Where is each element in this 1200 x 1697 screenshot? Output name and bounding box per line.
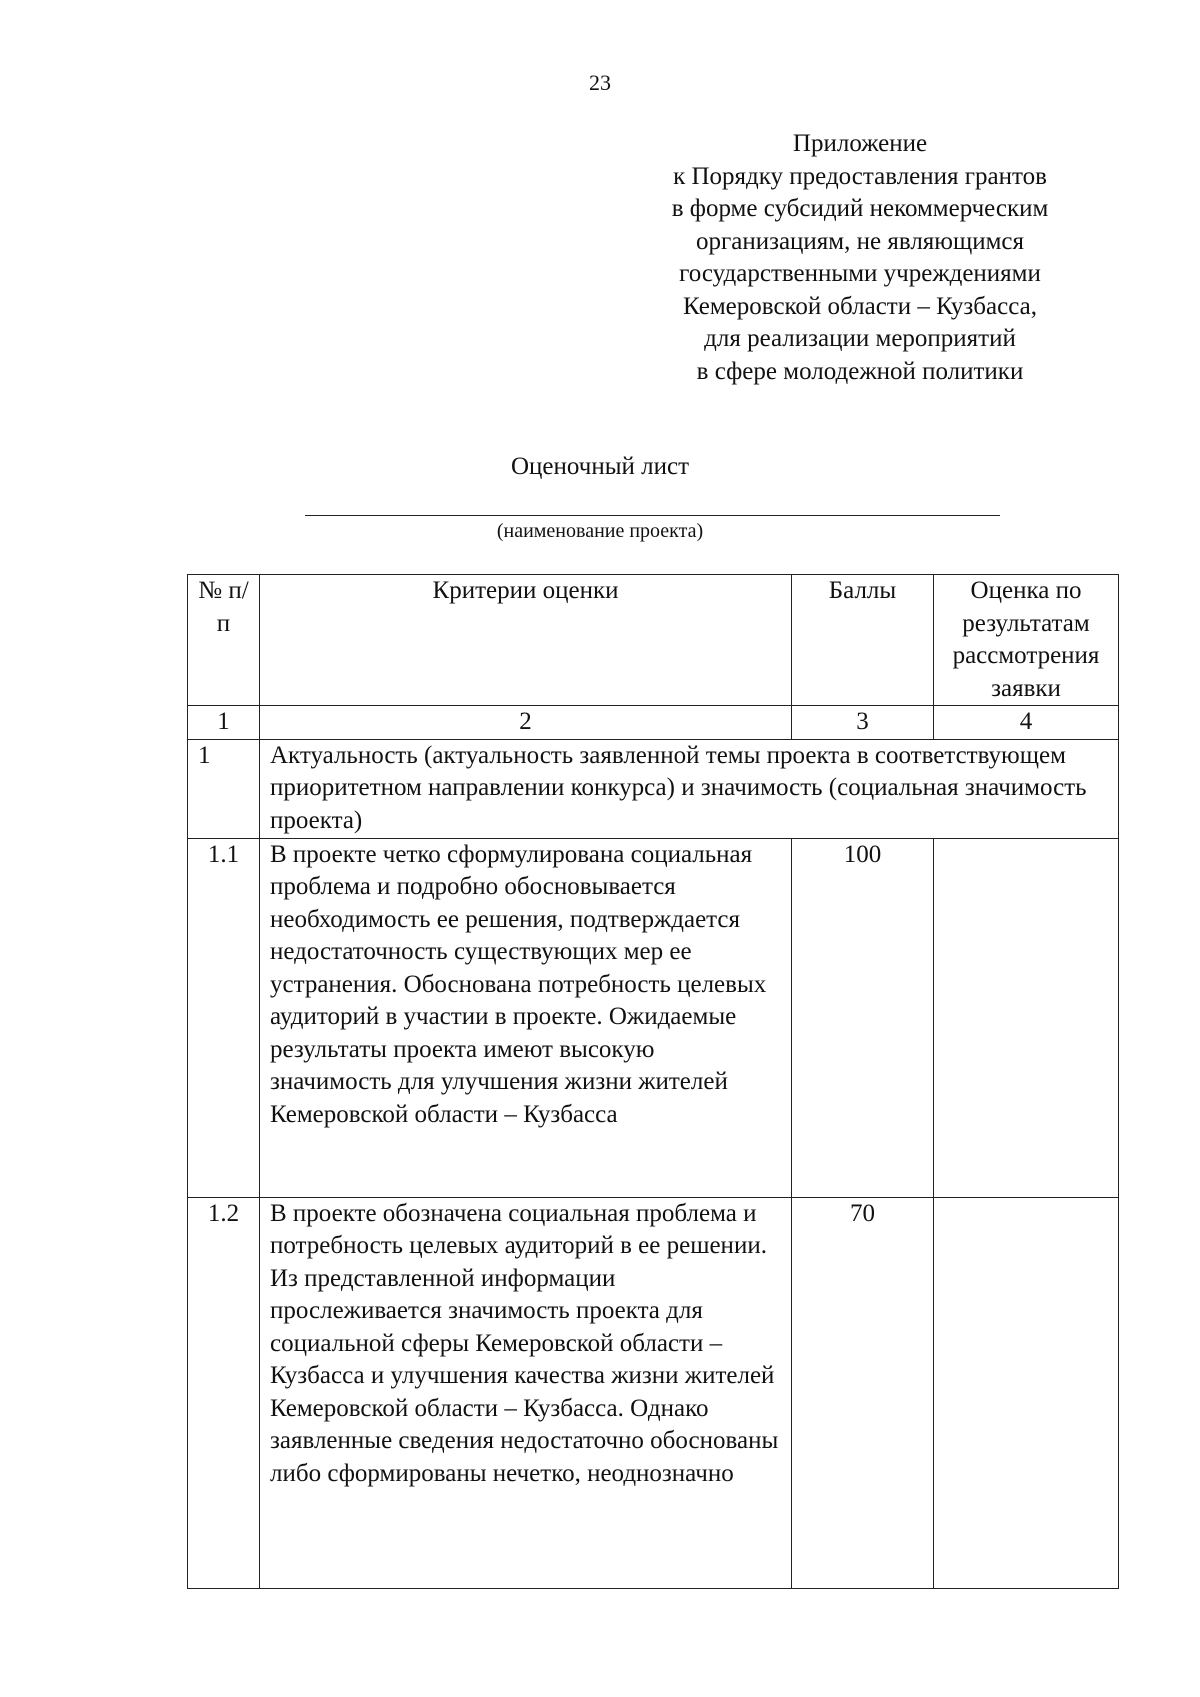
column-number: 1 bbox=[188, 706, 260, 740]
table-header-row bbox=[188, 575, 1119, 706]
column-number: 3 bbox=[792, 706, 934, 740]
header-score: Оценка по результатам рассмотрения заявки bbox=[934, 575, 1119, 706]
appendix-line: в сфере молодежной политики bbox=[696, 357, 1024, 385]
section-text: Актуальность (актуальность заявленной темы проекта в соответствующем приоритетном направлении конкурса) и значимость (социальная значимость проекта) bbox=[260, 739, 1119, 838]
evaluation-table bbox=[187, 574, 1119, 1589]
row-criteria: В проекте четко сформулирована социальная проблема и подробно обосновывается необходимость ее решения, подтверждается недостаточность существующих мер ее устранения. Обоснована потребность целевых аудиторий в участии в проекте. Ожидаемые результаты проекта имеют высокую значимость для улучшения жизни жителей Кемеровской области – Кузбасса bbox=[260, 838, 792, 1197]
row-num: 1.2 bbox=[188, 1197, 260, 1588]
header-criteria: Критерии оценки bbox=[260, 575, 792, 706]
appendix-line: организациям, не являющимся bbox=[695, 227, 1025, 255]
appendix-line: Кемеровской области – Кузбасса, bbox=[683, 292, 1037, 320]
table-row bbox=[188, 1197, 1119, 1588]
appendix-line: в форме субсидий некоммерческим bbox=[671, 195, 1049, 222]
page-number: 23 bbox=[589, 70, 611, 95]
column-numbers-row bbox=[188, 706, 1119, 740]
appendix-header bbox=[640, 128, 1080, 388]
header-num: № п/п bbox=[188, 575, 260, 706]
appendix-line: Приложение bbox=[792, 130, 928, 157]
header-points: Баллы bbox=[792, 575, 934, 706]
project-name-caption: (наименование проекта) bbox=[496, 520, 704, 542]
section-row bbox=[188, 739, 1119, 838]
row-criteria: В проекте обозначена социальная проблема и потребность целевых аудиторий в ее решении. Из представленной информации прослеживается значимость проекта для социальной сферы Кемеровской области – Кузбасса и улучшения качества жизни жителей Кемеровской области – Кузбасса. Однако заявленные сведения недостаточно обоснованы либо сформированы нечетко, неоднозначно bbox=[260, 1197, 792, 1588]
column-number: 4 bbox=[934, 706, 1119, 740]
project-name-line bbox=[305, 515, 1000, 516]
row-num: 1.1 bbox=[188, 838, 260, 1197]
row-score-cell[interactable] bbox=[934, 1197, 1119, 1588]
sheet-title: Оценочный лист bbox=[510, 453, 689, 480]
appendix-line: для реализации мероприятий bbox=[704, 325, 1016, 352]
row-score-cell[interactable] bbox=[934, 838, 1119, 1197]
section-num: 1 bbox=[188, 739, 260, 838]
table-row bbox=[188, 838, 1119, 1197]
appendix-line: государственными учреждениями bbox=[679, 260, 1041, 287]
column-number: 2 bbox=[260, 706, 792, 740]
row-points: 70 bbox=[792, 1197, 934, 1588]
appendix-line: к Порядку предоставления грантов bbox=[673, 162, 1047, 190]
row-points: 100 bbox=[792, 838, 934, 1197]
